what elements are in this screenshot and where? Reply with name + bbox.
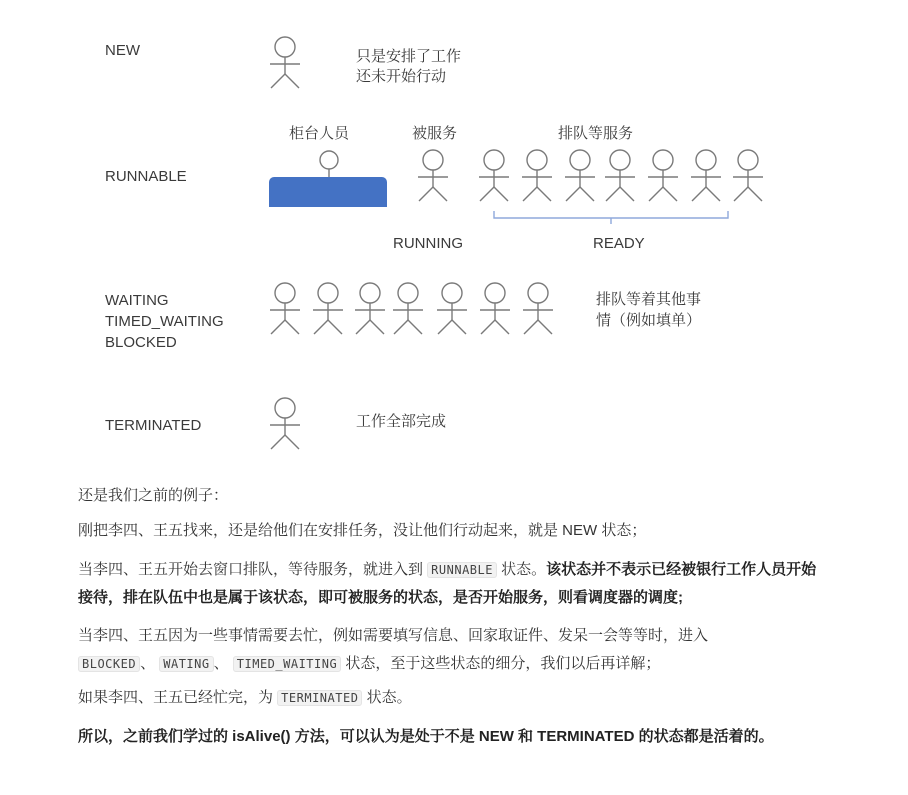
ready-label: READY (593, 235, 645, 252)
stick-figure-ready (565, 150, 595, 201)
ready-bracket (494, 211, 728, 224)
paragraph-isalive-summary (78, 724, 808, 749)
counter-staff-figure (320, 151, 338, 177)
stick-figure-ready (691, 150, 721, 201)
terminated-description: 工作全部完成 (356, 413, 447, 430)
p4-text-a: 如果李四、王五已经忙完，为 (78, 689, 278, 706)
code-runnable: RUNNABLE (427, 562, 497, 578)
stick-figure-ready (522, 150, 552, 201)
stick-figure-ready (648, 150, 678, 201)
code-terminated: TERMINATED (277, 690, 362, 706)
stick-figure-waiting (393, 283, 423, 334)
stick-figure-ready (605, 150, 635, 201)
code-blocked: BLOCKED (78, 656, 140, 672)
paragraph-terminated (78, 686, 818, 710)
waiting-description-line2: 情（例如填单） (596, 312, 702, 329)
state-new-label: NEW (105, 42, 140, 59)
stick-figure-waiting (437, 283, 467, 334)
paragraph-new: 刚把李四、王五找来，还是给他们在安排任务，没让他们行动起来，就是 NEW 状态； (78, 522, 647, 539)
stick-figure-waiting (270, 283, 300, 334)
p3-sep1: 、 (140, 655, 160, 672)
p4-text-b: 状态。 (362, 689, 412, 706)
p3-sep2: 、 (213, 655, 233, 672)
stick-figure-terminated (270, 398, 300, 449)
state-waiting-label: WAITING (105, 292, 169, 309)
new-description-line1: 只是安排了工作 (356, 48, 462, 65)
stick-figure-running (418, 150, 448, 201)
p3-text-a: 当李四、王五因为一些事情需要去忙，例如需要填写信息、回家取证件、发呆一会等等时，进入 (78, 627, 709, 644)
summary-bold-text: 所以，之前我们学过的 isAlive() 方法，可以认为是处于不是 NEW 和 TERMINATED 的状态都是活着的。 (78, 728, 774, 745)
stick-figure-waiting (313, 283, 343, 334)
stick-figure-waiting (480, 283, 510, 334)
code-wating: WATING (159, 656, 213, 672)
new-description-line2: 还未开始行动 (356, 68, 447, 85)
intro-paragraph: 还是我们之前的例子： (78, 487, 229, 504)
running-label: RUNNING (393, 235, 463, 252)
stick-figure-waiting (523, 283, 553, 334)
code-timed-waiting: TIMED_WAITING (233, 656, 341, 672)
stick-figure-ready (733, 150, 763, 201)
state-terminated-label: TERMINATED (105, 417, 202, 434)
p2-bold-text: 该状态并不表示已经被银行工作人员开始接待，排在队伍中也是属于该状态，即可被服务的状态，是否开始服务，则看调度器的调度; (78, 561, 817, 606)
waiting-description-line1: 排队等着其他事 (596, 291, 702, 308)
p2-text-a: 当李四、王五开始去窗口排队，等待服务，就进入到 (78, 561, 428, 578)
state-timed-waiting-label: TIMED_WAITING (105, 313, 224, 330)
paragraph-waiting (78, 622, 818, 678)
queue-label: 排队等服务 (558, 125, 634, 142)
paragraph-runnable (78, 556, 818, 612)
stick-figure-new (270, 37, 300, 88)
counter-staff-label: 柜台人员 (289, 125, 350, 142)
p3-text-b: 状态，至于这些状态的细分，我们以后再详解； (341, 655, 661, 672)
stick-figure-ready (479, 150, 509, 201)
being-served-label: 被服务 (412, 125, 458, 142)
state-runnable-label: RUNNABLE (105, 168, 187, 185)
state-blocked-label: BLOCKED (105, 334, 177, 351)
p2-text-b: 状态。 (496, 561, 547, 578)
stick-figure-waiting (355, 283, 385, 334)
